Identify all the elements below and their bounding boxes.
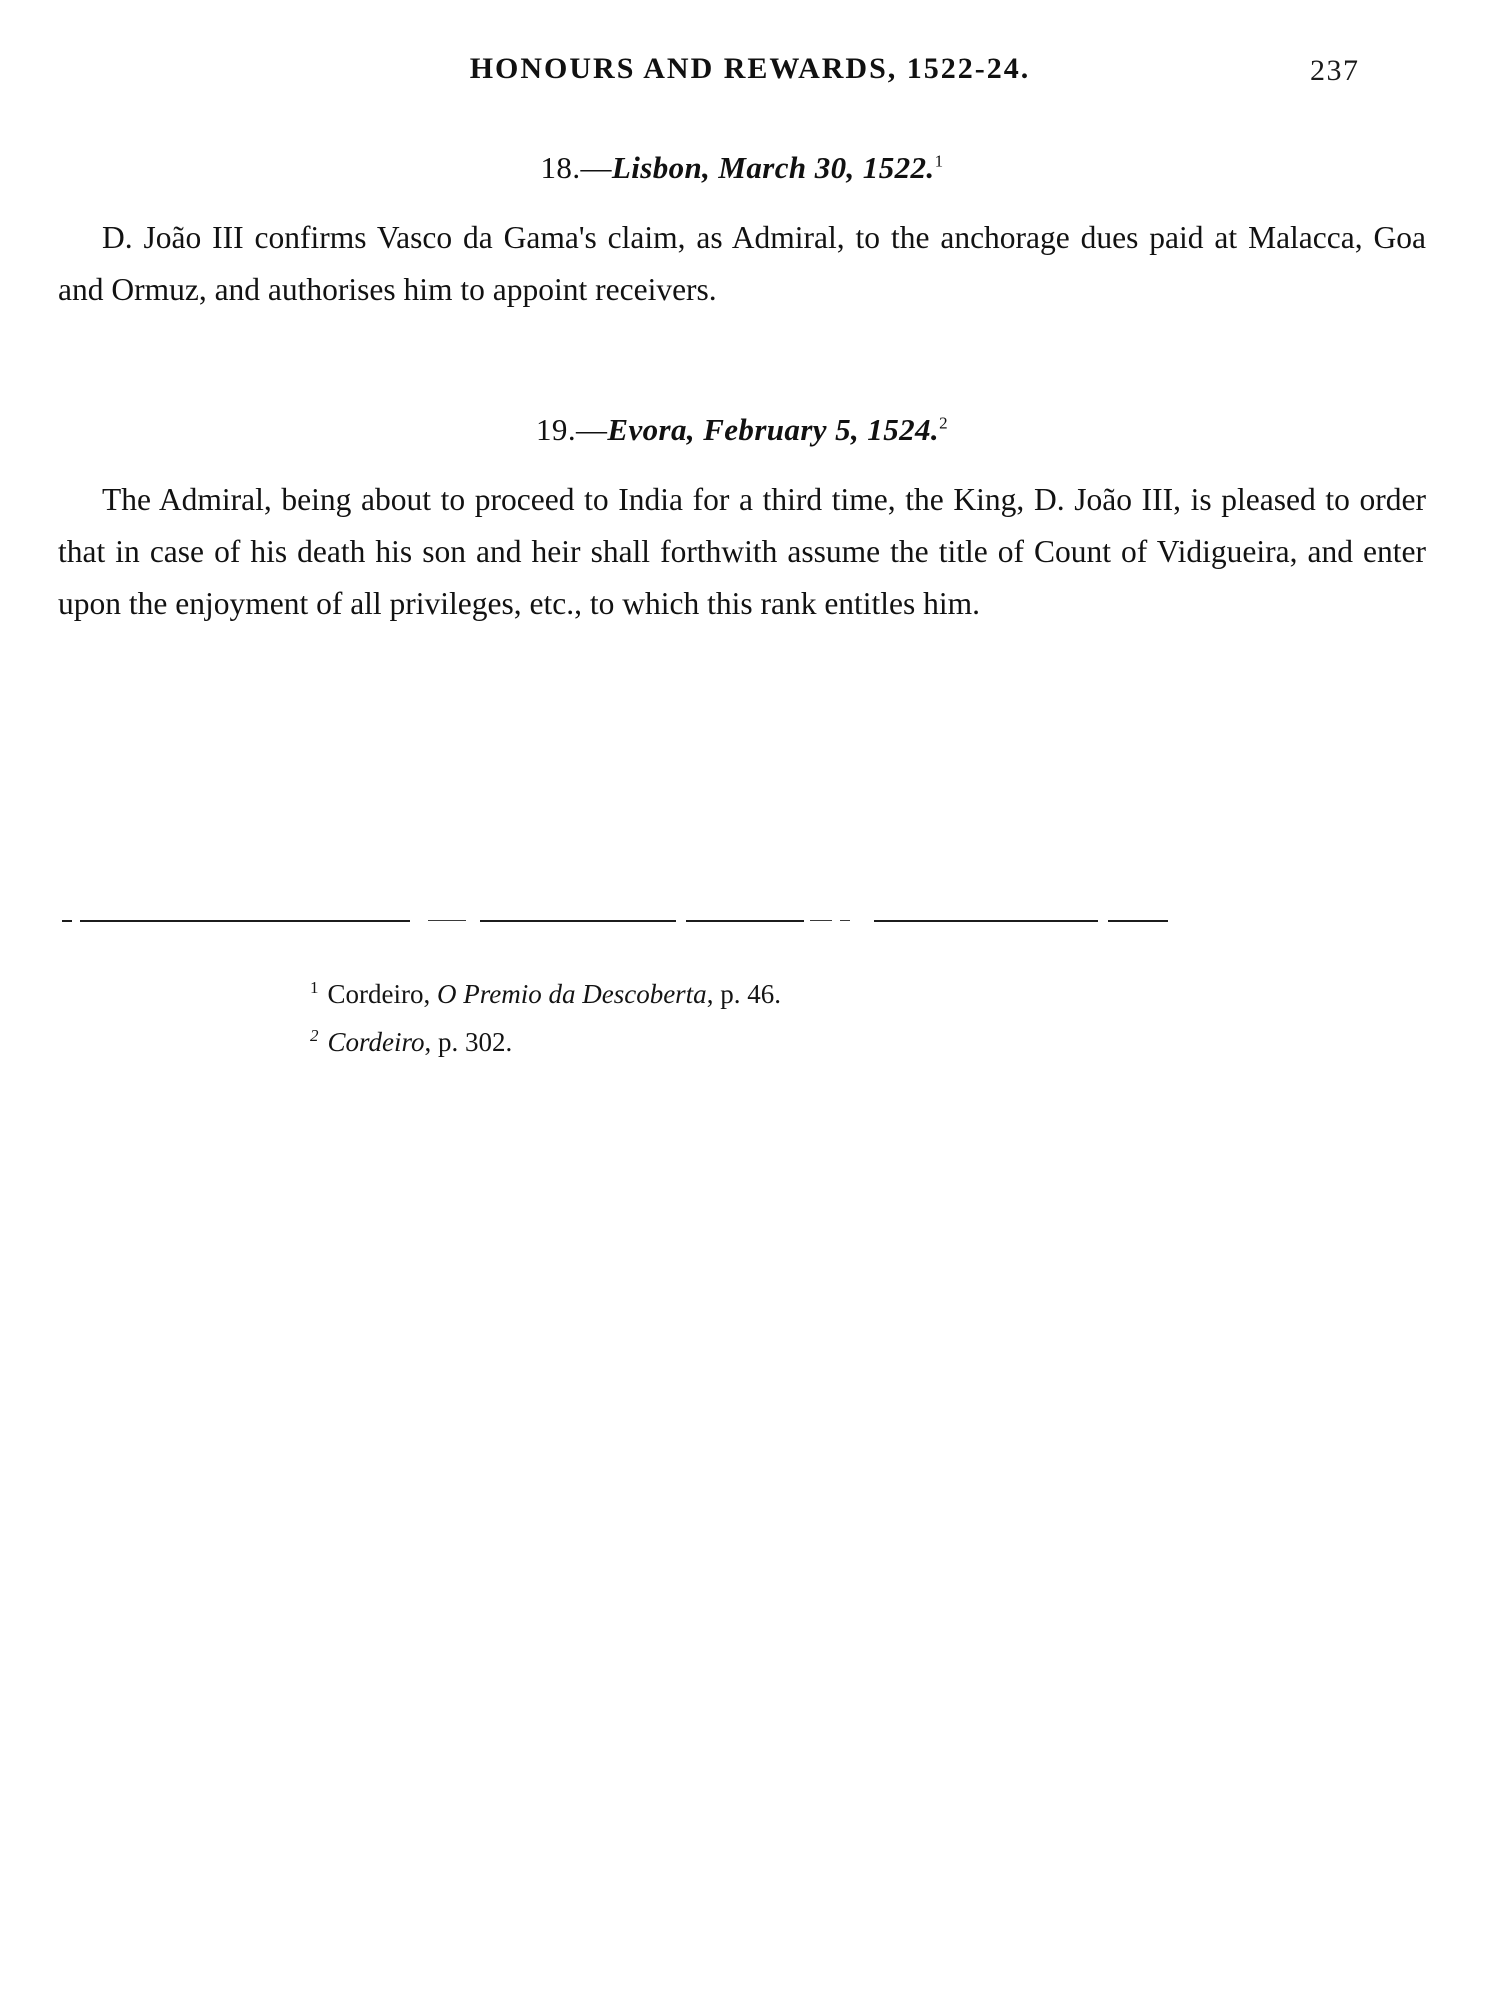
entry-18 [58,150,1426,316]
footnote-2-marker: 2 [310,1026,319,1045]
footnote-1-locus: , p. 46. [706,979,781,1009]
entry-18-heading [58,150,1426,186]
footnote-separator-rule [62,918,1417,924]
entry-19-place-date: Evora, February 5, 1524. [607,412,940,447]
entry-18-place-date: Lisbon, March 30, 1522. [611,150,935,185]
entry-18-number: 18.— [540,150,612,185]
entry-18-footnote-marker: 1 [934,151,944,171]
footnote-1-title: O Premio da Descoberta [436,979,707,1009]
running-head-title: HONOURS AND REWARDS, 1522-24. [469,52,1031,85]
body-text-block [58,150,1426,698]
footnote-2-locus: , p. 302. [424,1027,513,1057]
entry-19-footnote-marker: 2 [939,413,948,433]
running-head [0,52,1500,92]
footnote-1-author: Cordeiro, [327,979,437,1009]
footnote-1 [310,968,1410,1014]
entry-19-heading [58,412,1426,448]
entry-19 [58,412,1426,630]
footnote-1-marker: 1 [310,978,319,997]
footnotes [310,968,1410,1062]
entry-19-number: 19.— [536,412,608,447]
page-number: 237 [1310,54,1360,87]
footnote-2-author: Cordeiro [327,1027,425,1057]
entry-18-body: D. João III confirms Vasco da Gama's claim, as Admiral, to the anchorage dues paid at Malacca, Goa and Ormuz, and authorises him to appoint receivers. [58,220,1426,307]
footnote-2 [310,1016,1410,1062]
entry-19-body: The Admiral, being about to proceed to India for a third time, the King, D. João III, is pleased to order that in case of his death his son and heir shall forthwith assume the title of Count of Vidigueira, and enter upon the enjoyment of all privileges, etc., to which this rank entitles him. [58,482,1426,621]
